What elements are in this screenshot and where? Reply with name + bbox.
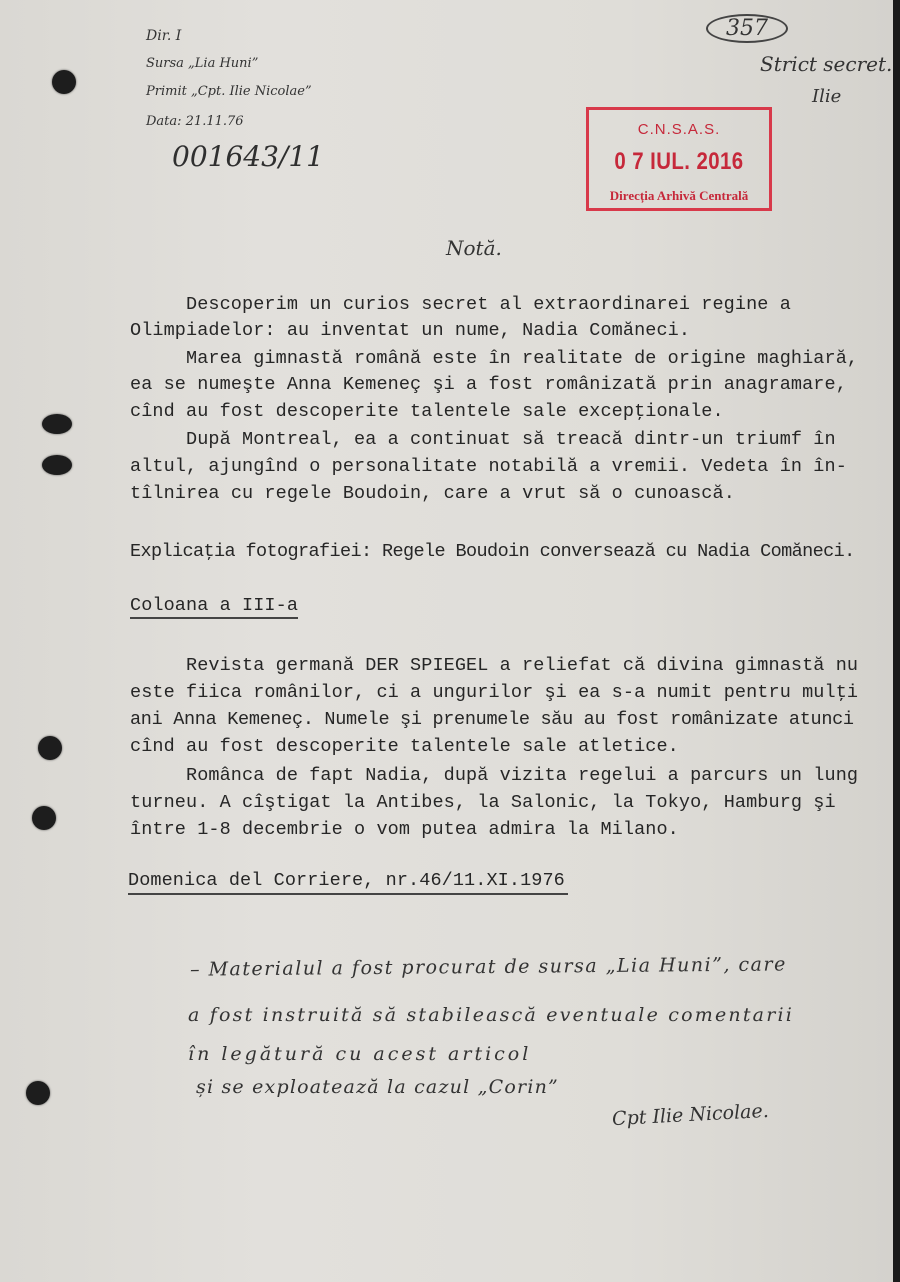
margin-note-line-2: Sursa „Lia Huni” <box>146 56 259 71</box>
handwritten-note-line: și se exploatează la cazul „Corin” <box>196 1076 559 1098</box>
stamp-department: Direcția Arhivă Centrală <box>609 188 749 203</box>
photo-caption: Explicaţia fotografiei: Regele Boudoin conversează cu Nadia Comăneci. <box>130 541 855 562</box>
handwritten-note-line: în legătură cu acest articol <box>188 1043 532 1065</box>
body-line: Românca de fapt Nadia, după vizita regelui a parcurs un lung <box>186 765 859 786</box>
column-heading: Coloana a III-a <box>130 595 299 616</box>
body-line: Olimpiadelor: au inventat un nume, Nadia Comăneci. <box>130 320 691 341</box>
initials: Ilie <box>812 86 842 107</box>
punch-hole <box>42 455 72 475</box>
stamp-date: 0 7 IUL. 2016 <box>614 148 744 175</box>
body-line: cînd au fost descoperite talentele sale excepţionale. <box>130 401 724 422</box>
heading-underline <box>130 617 298 619</box>
body-line: ani Anna Kemeneç. Numele şi prenumele său au fost românizate atunci <box>130 709 854 730</box>
punch-hole <box>26 1081 50 1105</box>
body-line: este fiica românilor, ci a ungurilor şi ea s-a numit pentru mulţi <box>130 682 859 703</box>
archive-stamp <box>586 107 772 211</box>
margin-note-line-1: Dir. I <box>146 28 182 44</box>
registry-number: 001643/11 <box>172 140 324 173</box>
note-title: Notă. <box>446 236 502 260</box>
body-line: cînd au fost descoperite talentele sale atletice. <box>130 736 679 757</box>
body-line: ea se numeşte Anna Kemeneç şi a fost românizată prin anagramare, <box>130 374 847 395</box>
margin-note-line-3: Primit „Cpt. Ilie Nicolae” <box>146 84 312 99</box>
margin-note-line-4: Data: 21.11.76 <box>146 114 244 129</box>
body-line: altul, ajungînd o personalitate notabilă a vremii. Vedeta în în- <box>130 456 847 477</box>
classification: Strict secret. <box>760 52 893 76</box>
body-line: După Montreal, ea a continuat să treacă dintr-un triumf în <box>186 429 836 450</box>
handwritten-note-line: – Materialul a fost procurat de sursa „Lia Huni”, care <box>189 953 787 981</box>
punch-hole <box>42 414 72 434</box>
punch-hole <box>32 806 56 830</box>
punch-hole <box>52 70 76 94</box>
body-line: Revista germană DER SPIEGEL a reliefat că divina gimnastă nu <box>186 655 859 676</box>
handwritten-note-line: a fost instruită să stabilească eventuale comentarii <box>188 1004 795 1026</box>
body-line: tîlnirea cu regele Boudoin, care a vrut să o cunoască. <box>130 483 735 504</box>
page-number: 357 <box>706 14 788 43</box>
body-line: Marea gimnastă română este în realitate de origine maghiară, <box>186 348 859 369</box>
body-line: Descoperim un curios secret al extraordinarei regine a <box>186 294 791 315</box>
signature: Cpt Ilie Nicolae. <box>611 1099 770 1131</box>
source-underline <box>128 893 568 895</box>
stamp-institution: C.N.S.A.S. <box>637 121 721 138</box>
body-line: turneu. A cîştigat la Antibes, la Salonic, la Tokyo, Hamburg şi <box>130 792 836 813</box>
punch-hole <box>38 736 62 760</box>
source-citation: Domenica del Corriere, nr.46/11.XI.1976 <box>128 870 565 891</box>
body-line: între 1-8 decembrie o vom putea admira la Milano. <box>130 819 679 840</box>
